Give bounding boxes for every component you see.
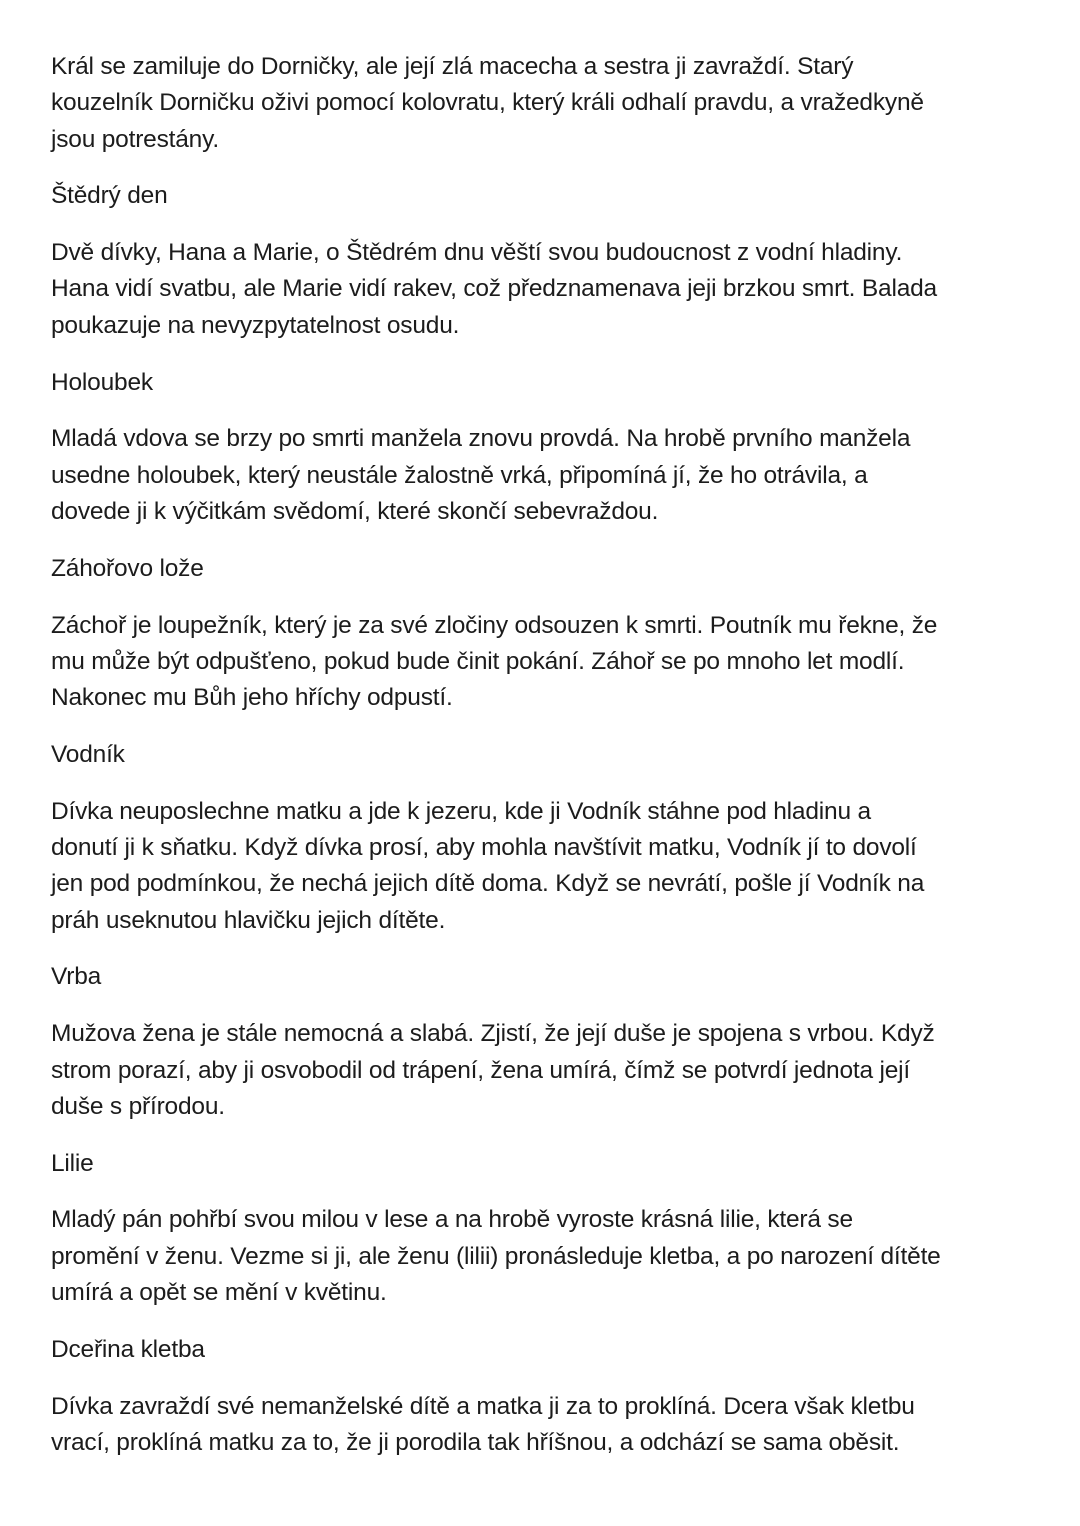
paragraph-line: Záchoř je loupežník, který je za své zločiny odsouzen k smrti. Poutník mu řekne, že (51, 611, 938, 639)
section-paragraph-holoubek (51, 421, 1041, 530)
section-heading-vrba: Vrba (51, 963, 102, 991)
paragraph-line: duše s přírodou. (51, 1092, 225, 1120)
paragraph-line: Nakonec mu Bůh jeho hříchy odpustí. (51, 684, 453, 712)
section-paragraph-dcerina-kletba (51, 1389, 1041, 1462)
paragraph-line: donutí ji k sňatku. Když dívka prosí, aby mohla navštívit matku, Vodník jí to dovolí (51, 834, 917, 862)
section-paragraph-vodnik (51, 794, 1041, 939)
paragraph-line: Dívka zavraždí své nemanželské dítě a matka ji za to proklíná. Dcera však kletbu (51, 1392, 915, 1420)
section-heading-zahorovo-loze: Záhořovo lože (51, 554, 204, 582)
paragraph-line: Mužova žena je stále nemocná a slabá. Zjistí, že její duše je spojena s vrbou. Když (51, 1020, 935, 1048)
paragraph-line: Mladá vdova se brzy po smrti manžela znovu provdá. Na hrobě prvního manžela (51, 425, 911, 453)
section-paragraph-zahorovo-loze (51, 608, 1041, 717)
paragraph-line: Mladý pán pohřbí svou milou v lese a na hrobě vyroste krásná lilie, která se (51, 1206, 853, 1234)
paragraph-line: strom porazí, aby ji osvobodil od trápení, žena umírá, čímž se potvrdí jednota její (51, 1056, 911, 1084)
paragraph-line: promění v ženu. Vezme si ji, ale ženu (lilii) pronásleduje kletba, a po narození dítěte (51, 1242, 941, 1270)
paragraph-line: mu může být odpušťeno, pokud bude činit pokání. Záhoř se po mnoho let modlí. (51, 647, 905, 675)
section-heading-lilie: Lilie (51, 1149, 94, 1177)
section-heading-holoubek: Holoubek (51, 368, 153, 396)
paragraph-line: Dvě dívky, Hana a Marie, o Štědrém dnu věští svou budoucnost z vodní hladiny. (51, 239, 903, 267)
section-paragraph-lilie (51, 1202, 1041, 1311)
section-heading-vodnik: Vodník (51, 740, 125, 768)
section-heading-stedry-den: Štědrý den (51, 182, 168, 210)
paragraph-line: umírá a opět se mění v květinu. (51, 1279, 387, 1307)
paragraph-line: Král se zamiluje do Dorničky, ale její zlá macecha a sestra ji zavraždí. Starý (51, 53, 854, 80)
paragraph-line: Dívka neuposlechne matku a jde k jezeru, kde ji Vodník stáhne pod hladinu a (51, 797, 871, 825)
paragraph-line: vrací, proklíná matku za to, že ji porodila tak hříšnou, a odchází se sama oběsit. (51, 1428, 900, 1456)
intro-paragraph (51, 49, 1041, 158)
paragraph-line: jsou potrestány. (51, 125, 219, 153)
section-heading-dcerina-kletba: Dceřina kletba (51, 1335, 205, 1363)
document-page (51, 49, 1041, 1461)
section-paragraph-stedry-den (51, 235, 1041, 344)
paragraph-line: kouzelník Dorničku oživi pomocí kolovratu, který králi odhalí pravdu, a vražedkyně (51, 89, 924, 117)
paragraph-line: práh useknutou hlavičku jejich dítěte. (51, 906, 446, 934)
paragraph-line: Hana vidí svatbu, ale Marie vidí rakev, což předznamenava jeji brzkou smrt. Balada (51, 275, 937, 303)
paragraph-line: usedne holoubek, který neustále žalostně vrká, připomíná jí, že ho otrávila, a (51, 461, 868, 489)
paragraph-line: dovede ji k výčitkám svědomí, které skončí sebevraždou. (51, 497, 659, 525)
paragraph-line: jen pod podmínkou, že nechá jejich dítě doma. Když se nevrátí, pošle jí Vodník na (51, 870, 925, 898)
paragraph-line: poukazuje na nevyzpytatelnost osudu. (51, 311, 460, 339)
section-paragraph-vrba (51, 1016, 1041, 1125)
